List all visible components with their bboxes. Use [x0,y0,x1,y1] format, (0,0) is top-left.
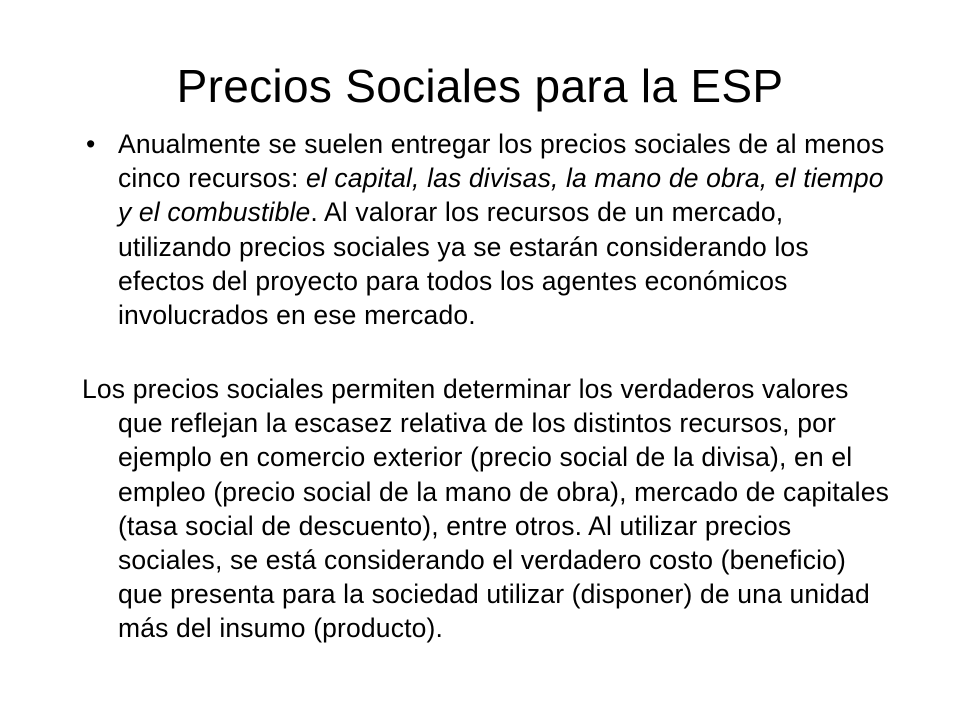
paragraph [82,372,898,646]
bullet-text-end: . Al valorar los recursos de un mercado, utilizando precios sociales ya se estarán considerando los efectos del proyecto para todos los agentes económicos involucrados en ese mercado. [118,197,809,331]
bullet-item [86,127,888,332]
bullet-text [118,127,888,332]
slide-title: Precios Sociales para la ESP [176,60,784,112]
bullet-marker: • [86,129,96,159]
paragraph-text: Los precios sociales permiten determinar los verdaderos valores que reflejan la escasez relativa de los distintos recursos, por ejemplo en comercio exterior (precio social de la divisa), en el empleo (precio social de la mano de obra), mercado de capitales (tasa social de descuento), entre otros. Al utilizar precios sociales, se está considerando el verdadero costo (beneficio) que presenta para la sociedad utilizar (disponer) de una unidad más del insumo (producto). [82,374,890,644]
bullet-text-italic: el capital, las divisas, la mano de obra, el tiempo y el combustible [118,163,884,228]
bullet-text-start: Anualmente se suelen entregar los precios sociales de al menos cinco recursos: [118,129,885,194]
